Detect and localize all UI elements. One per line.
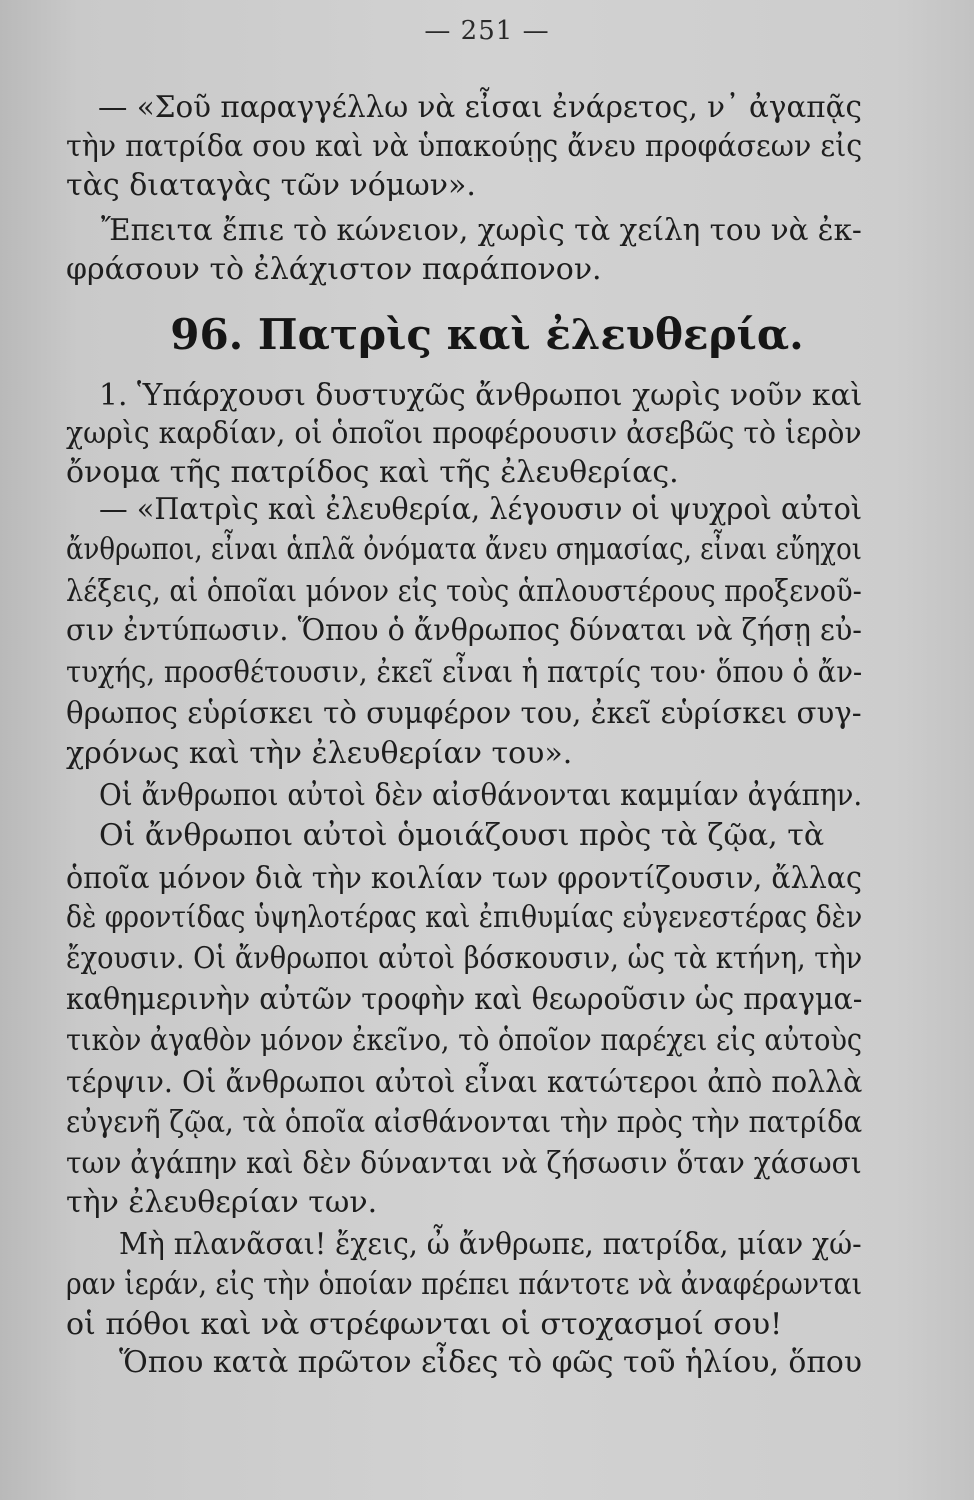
text-line: Ὅπου κατὰ πρῶτον εἶδες τὸ φῶς τοῦ ἡλίου, ὅπου: [119, 1345, 862, 1380]
text-line: καθημερινὴν αὐτῶν τροφὴν καὶ θεωροῦσιν ὡς πραγμα-: [66, 982, 863, 1017]
text-line: χωρὶς καρδίαν, οἱ ὁποῖοι προφέρουσιν ἀσεβῶς τὸ ἱερὸν: [66, 416, 862, 451]
page-number: — 251 —: [424, 16, 550, 46]
text-line: Μὴ πλανᾶσαι! ἔχεις, ὦ ἄνθρωπε, πατρίδα, μίαν χώ-: [119, 1227, 862, 1262]
text-line: τὰς διαταγὰς τῶν νόμων».: [66, 168, 476, 203]
text-line: εὐγενῆ ζῷα, τὰ ὁποῖα αἰσθάνονται τὴν πρὸς τὴν πατρίδα: [66, 1105, 863, 1140]
text-line: Οἱ ἄνθρωποι αὐτοὶ δὲν αἰσθάνονται καμμίαν ἀγάπην.: [99, 778, 863, 813]
text-line: τυχής, προσθέτουσιν, ἐκεῖ εἶναι ἡ πατρίς του· ὅπου ὁ ἄν-: [66, 655, 863, 690]
text-line: τικὸν ἀγαθὸν μόνον ἐκεῖνο, τὸ ὁποῖον παρέχει εἰς αὐτοὺς: [66, 1023, 863, 1058]
text-line: χρόνως καὶ τὴν ἐλευθερίαν του».: [66, 736, 573, 771]
text-line: ἔχουσιν. Οἱ ἄνθρωποι αὐτοὶ βόσκουσιν, ὡς τὰ κτήνη, τὴν: [66, 941, 863, 976]
section-title: 96. Πατρὶς καὶ ἐλευθερία.: [170, 310, 804, 359]
text-line: θρωπος εὑρίσκει τὸ συμφέρον του, ἐκεῖ εὑρίσκει συγ-: [66, 696, 862, 731]
text-line: ραν ἱεράν, εἰς τὴν ὁποίαν πρέπει πάντοτε νὰ ἀναφέρωνται: [66, 1267, 863, 1302]
text-line: τὴν ἐλευθερίαν των.: [66, 1185, 378, 1220]
text-line: Ἔπειτα ἔπιε τὸ κώνειον, χωρὶς τὰ χείλη του νὰ ἐκ-: [101, 213, 862, 248]
text-line: λέξεις, αἱ ὁποῖαι μόνον εἰς τοὺς ἁπλουστέρους προξενοῦ-: [66, 574, 862, 609]
text-line: Οἱ ἄνθρωποι αὐτοὶ ὁμοιάζουσι πρὸς τὰ ζῷα, τὰ: [99, 818, 825, 853]
text-line: τέρψιν. Οἱ ἄνθρωποι αὐτοὶ εἶναι κατώτεροι ἀπὸ πολλὰ: [66, 1065, 863, 1100]
text-line: των ἀγάπην καὶ δὲν δύνανται νὰ ζήσωσιν ὅταν χάσωσι: [66, 1146, 862, 1181]
text-line: οἱ πόθοι καὶ νὰ στρέφωνται οἱ στοχασμοί σου!: [66, 1307, 783, 1342]
text-line: 1. Ὑπάρχουσι δυστυχῶς ἄνθρωποι χωρὶς νοῦν καὶ: [99, 378, 863, 413]
text-line: δὲ φροντίδας ὑψηλοτέρας καὶ ἐπιθυμίας εὐγενεστέρας δὲν: [66, 900, 863, 935]
text-line: — «Σοῦ παραγγέλλω νὰ εἶσαι ἐνάρετος, ν᾽ ἀγαπᾷς: [98, 90, 862, 125]
text-line: τὴν πατρίδα σου καὶ νὰ ὑπακούῃς ἄνευ προφάσεων εἰς: [66, 129, 863, 164]
text-line: — «Πατρὶς καὶ ἐλευθερία, λέγουσιν οἱ ψυχροὶ αὐτοὶ: [99, 492, 863, 527]
text-line: ἄνθρωποι, εἶναι ἁπλᾶ ὀνόματα ἄνευ σημασίας, εἶναι εὔηχοι: [66, 532, 862, 567]
text-line: φράσουν τὸ ἐλάχιστον παράπονον.: [66, 252, 602, 287]
text-line: ὄνομα τῆς πατρίδος καὶ τῆς ἐλευθερίας.: [66, 455, 679, 490]
text-line: ὁποῖα μόνον διὰ τὴν κοιλίαν των φροντίζουσιν, ἄλλας: [66, 861, 862, 896]
text-line: σιν ἐντύπωσιν. Ὅπου ὁ ἄνθρωπος δύναται νὰ ζήσῃ εὐ-: [66, 613, 862, 648]
